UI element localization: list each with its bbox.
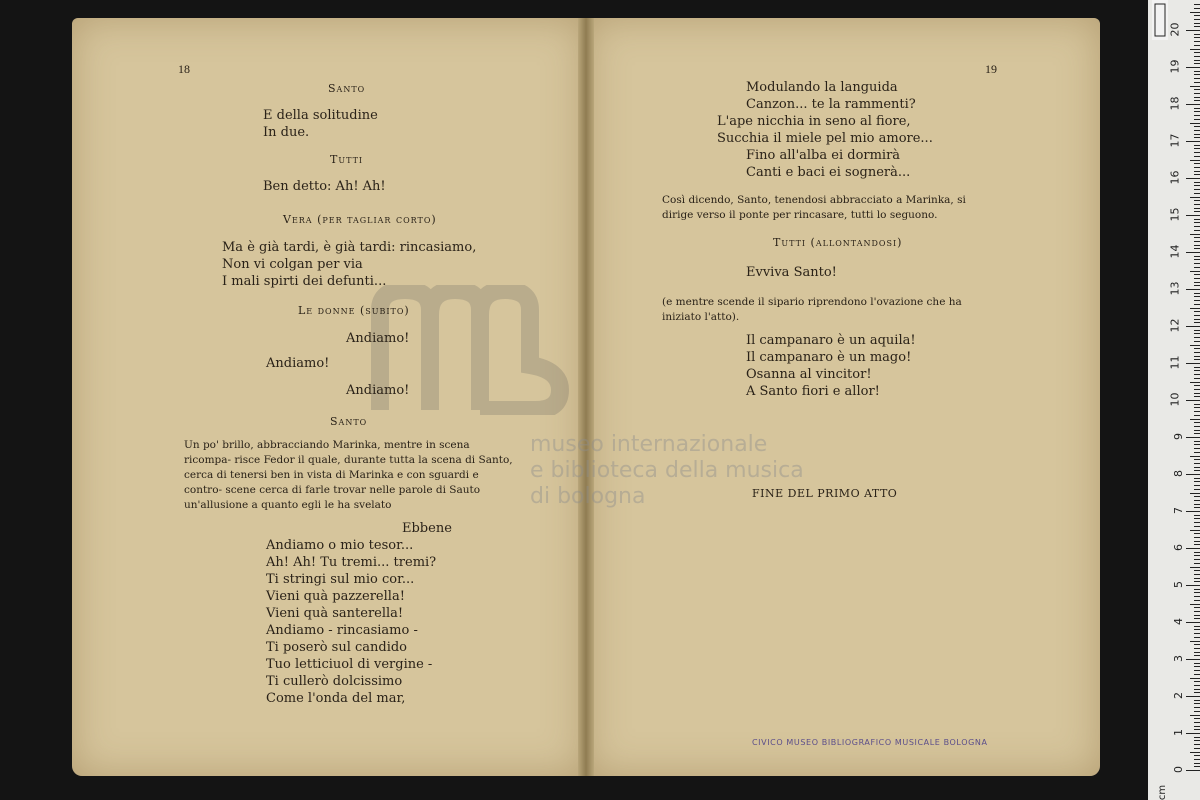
- ruler-tick: [1190, 234, 1200, 235]
- ruler-tick: [1194, 637, 1200, 638]
- ruler-tick: [1194, 82, 1200, 83]
- ruler-tick: [1194, 726, 1200, 727]
- ruler-tick: [1194, 611, 1200, 612]
- verse-line: Ma è già tardi, è già tardi: rincasiamo,: [222, 240, 477, 255]
- ruler-tick: [1194, 137, 1200, 138]
- ruler-tick: [1194, 692, 1200, 693]
- ruler-tick: [1194, 52, 1200, 53]
- ruler-tick: [1194, 26, 1200, 27]
- ruler-tick: [1194, 629, 1200, 630]
- ruler-tick: [1194, 685, 1200, 686]
- ruler-tick: [1194, 222, 1200, 223]
- ruler-tick: [1194, 655, 1200, 656]
- ruler-tick: [1194, 185, 1200, 186]
- stage-direction: Così dicendo, Santo, tenendosi abbracciato a Marinka, si dirige verso il ponte per rincasare, tutti lo seguono.: [662, 194, 966, 221]
- ruler-label: 15: [1168, 207, 1182, 222]
- ruler-tick: [1194, 330, 1200, 331]
- ruler-tick: [1194, 152, 1200, 153]
- ruler-tick: [1194, 119, 1200, 120]
- ruler-tick: [1194, 615, 1200, 616]
- speaker-tutti: Tutti (allontandosi): [773, 236, 903, 249]
- ruler-tick: [1186, 400, 1200, 401]
- ruler-tick: [1194, 766, 1200, 767]
- measurement-ruler: [1148, 0, 1200, 800]
- ruler-tick: [1194, 230, 1200, 231]
- ruler-tick: [1194, 485, 1200, 486]
- ruler-label: 12: [1168, 318, 1182, 333]
- ruler-tick: [1194, 23, 1200, 24]
- ruler-tick: [1186, 733, 1200, 734]
- stage-direction: Un po' brillo, abbracciando Marinka, mentre in scena ricompa- risce Fedor il quale, durante tutta la scena di Santo, cerca di tenersi ben in vista di Marinka e con sguardi e contro- scene cerca di farle trovar nelle parole di Sauto un'allusione a quanto egli le ha svelato: [184, 439, 513, 511]
- ruler-label: 19: [1168, 59, 1182, 74]
- ruler-label: 16: [1168, 170, 1182, 185]
- ruler-tick: [1194, 8, 1200, 9]
- ruler-tick: [1194, 441, 1200, 442]
- ruler-tick: [1194, 89, 1200, 90]
- ruler-tick: [1190, 49, 1200, 50]
- ruler-tick: [1194, 370, 1200, 371]
- ruler-tick: [1194, 541, 1200, 542]
- ruler-tick: [1194, 304, 1200, 305]
- ruler-tick: [1194, 559, 1200, 560]
- ruler-label: 20: [1168, 22, 1182, 37]
- ruler-tick: [1194, 415, 1200, 416]
- ruler-label: 8: [1172, 470, 1185, 477]
- ruler-tick: [1194, 211, 1200, 212]
- ruler-tick: [1194, 618, 1200, 619]
- verse-line: Ebbene: [402, 521, 452, 536]
- ruler-tick: [1190, 530, 1200, 531]
- ruler-label: 4: [1172, 618, 1185, 625]
- ruler-tick: [1194, 337, 1200, 338]
- ruler-tick: [1186, 252, 1200, 253]
- speaker-vera: Vera (per tagliar corto): [283, 213, 437, 226]
- ruler-tick: [1186, 696, 1200, 697]
- ruler-tick: [1194, 193, 1200, 194]
- ruler-tick: [1194, 444, 1200, 445]
- verse-line: E della solitudine: [263, 108, 378, 123]
- ruler-tick: [1194, 452, 1200, 453]
- verse-line: Evviva Santo!: [746, 265, 837, 280]
- ruler-tick: [1194, 352, 1200, 353]
- ruler-tick: [1186, 437, 1200, 438]
- fine-del-atto: FINE DEL PRIMO ATTO: [752, 487, 898, 500]
- verse-line: A Santo fiori e allor!: [746, 384, 880, 399]
- ruler-tick: [1194, 407, 1200, 408]
- ruler-tick: [1194, 463, 1200, 464]
- ruler-tick: [1194, 237, 1200, 238]
- ruler-tick: [1194, 74, 1200, 75]
- ruler-tick: [1186, 622, 1200, 623]
- ruler-tick: [1194, 378, 1200, 379]
- ruler-tick: [1190, 678, 1200, 679]
- ruler-tick: [1194, 296, 1200, 297]
- ruler-tick: [1194, 389, 1200, 390]
- verse-line: Ti cullerò dolcissimo: [266, 674, 403, 689]
- ruler-tick: [1190, 123, 1200, 124]
- ruler-tick: [1194, 356, 1200, 357]
- ruler-tick: [1194, 533, 1200, 534]
- ruler-tick: [1194, 707, 1200, 708]
- verse-line: Fino all'alba ei dormirà: [746, 148, 901, 163]
- ruler-tick: [1194, 459, 1200, 460]
- ruler-tick: [1194, 45, 1200, 46]
- ruler-tick: [1194, 448, 1200, 449]
- ruler-tick: [1194, 763, 1200, 764]
- ruler-tick: [1194, 208, 1200, 209]
- ruler-tick: [1194, 100, 1200, 101]
- ruler-tick: [1194, 300, 1200, 301]
- ruler-tick: [1194, 200, 1200, 201]
- ruler-tick: [1194, 367, 1200, 368]
- ruler-tick: [1194, 526, 1200, 527]
- ruler-tick: [1190, 86, 1200, 87]
- ruler-tick: [1194, 644, 1200, 645]
- watermark-line: di bologna: [530, 484, 646, 509]
- ruler-tick: [1186, 326, 1200, 327]
- ruler-tick: [1194, 4, 1200, 5]
- ruler-tick: [1186, 770, 1200, 771]
- ruler-tick: [1194, 555, 1200, 556]
- verse-line: Andiamo o mio tesor...: [266, 538, 414, 553]
- ruler-tick: [1194, 245, 1200, 246]
- ruler-tick: [1194, 589, 1200, 590]
- ruler-tick: [1194, 489, 1200, 490]
- page-number: 18: [178, 62, 190, 76]
- speaker-tutti: Tutti: [330, 153, 364, 166]
- ruler-tick: [1190, 308, 1200, 309]
- ruler-tick: [1190, 419, 1200, 420]
- ruler-tick: [1194, 537, 1200, 538]
- ruler-tick: [1186, 548, 1200, 549]
- ruler-tick: [1194, 56, 1200, 57]
- verse-line: Succhia il miele pel mio amore...: [717, 131, 933, 146]
- ruler-tick: [1194, 374, 1200, 375]
- ruler-tick: [1186, 215, 1200, 216]
- color-calibration-bar: [1152, 0, 1168, 40]
- ruler-tick: [1194, 248, 1200, 249]
- ruler-tick: [1194, 504, 1200, 505]
- ruler-tick: [1194, 689, 1200, 690]
- ruler-tick: [1194, 422, 1200, 423]
- speaker-donne: Le donne (subito): [298, 304, 410, 317]
- ruler-tick: [1190, 382, 1200, 383]
- ruler-label: 6: [1172, 544, 1185, 551]
- ruler-tick: [1194, 563, 1200, 564]
- ruler-tick: [1186, 104, 1200, 105]
- ruler-tick: [1194, 315, 1200, 316]
- verse-line: Canzon... te la rammenti?: [746, 97, 916, 112]
- ruler-label: 0: [1172, 766, 1185, 773]
- ruler-tick: [1186, 30, 1200, 31]
- ruler-tick: [1194, 674, 1200, 675]
- ruler-tick: [1194, 333, 1200, 334]
- ruler-tick: [1194, 648, 1200, 649]
- ruler-label: 7: [1172, 507, 1185, 514]
- ruler-tick: [1194, 607, 1200, 608]
- verse-line: Non vi colgan per via: [222, 257, 363, 272]
- ruler-tick: [1190, 493, 1200, 494]
- ruler-tick: [1186, 511, 1200, 512]
- verse-line: Vieni quà santerella!: [266, 606, 404, 621]
- ruler-tick: [1194, 552, 1200, 553]
- ruler-tick: [1194, 515, 1200, 516]
- ruler-tick: [1194, 518, 1200, 519]
- ruler-tick: [1194, 385, 1200, 386]
- verse-line: Tuo letticiuol di vergine -: [266, 657, 433, 672]
- ruler-tick: [1186, 474, 1200, 475]
- ruler-label: 10: [1168, 392, 1182, 407]
- verse-line: Canti e baci ei sognerà...: [746, 165, 911, 180]
- ruler-tick: [1190, 160, 1200, 161]
- ruler-label: 9: [1172, 433, 1185, 440]
- ruler-tick: [1186, 67, 1200, 68]
- ruler-tick: [1194, 581, 1200, 582]
- ruler-tick: [1194, 219, 1200, 220]
- ruler-tick: [1194, 15, 1200, 16]
- verse-line: Vieni quà pazzerella!: [266, 589, 405, 604]
- ruler-tick: [1194, 670, 1200, 671]
- ruler-label: 1: [1172, 729, 1185, 736]
- ruler-tick: [1194, 596, 1200, 597]
- ruler-label: 3: [1172, 655, 1185, 662]
- ruler-tick: [1194, 467, 1200, 468]
- verse-line: Andiamo - rincasiamo -: [266, 623, 418, 638]
- ruler-tick: [1194, 578, 1200, 579]
- ruler-tick: [1194, 37, 1200, 38]
- ruler-tick: [1194, 570, 1200, 571]
- ruler-tick: [1194, 226, 1200, 227]
- ruler-tick: [1190, 641, 1200, 642]
- ruler-tick: [1194, 256, 1200, 257]
- ruler-tick: [1194, 544, 1200, 545]
- ruler-tick: [1194, 430, 1200, 431]
- ruler-tick: [1194, 241, 1200, 242]
- speaker-santo: Santo: [328, 82, 366, 95]
- ruler-tick: [1186, 178, 1200, 179]
- ruler-label: 11: [1168, 355, 1182, 370]
- ruler-tick: [1194, 108, 1200, 109]
- ruler-tick: [1194, 274, 1200, 275]
- ruler-tick: [1194, 681, 1200, 682]
- ruler-tick: [1194, 78, 1200, 79]
- ruler-tick: [1194, 700, 1200, 701]
- verse-line: Andiamo!: [266, 356, 330, 371]
- ruler-tick: [1194, 319, 1200, 320]
- ruler-tick: [1186, 659, 1200, 660]
- ruler-tick: [1194, 167, 1200, 168]
- ruler-tick: [1194, 134, 1200, 135]
- ruler-tick: [1186, 363, 1200, 364]
- ruler-tick: [1194, 41, 1200, 42]
- ruler-tick: [1194, 600, 1200, 601]
- stage-direction: (e mentre scende il sipario riprendono l'ovazione che ha iniziato l'atto).: [662, 296, 962, 323]
- verse-line: Il campanaro è un aquila!: [746, 333, 916, 348]
- ruler-tick: [1194, 522, 1200, 523]
- ruler-tick: [1194, 496, 1200, 497]
- verse-line: Il campanaro è un mago!: [746, 350, 912, 365]
- ruler-label: 13: [1168, 281, 1182, 296]
- ruler-tick: [1194, 126, 1200, 127]
- ruler-tick: [1194, 748, 1200, 749]
- ruler-tick: [1194, 755, 1200, 756]
- ruler-tick: [1194, 163, 1200, 164]
- ruler-tick: [1194, 111, 1200, 112]
- ruler-tick: [1194, 722, 1200, 723]
- ruler-tick: [1194, 737, 1200, 738]
- ruler-tick: [1194, 322, 1200, 323]
- ruler-tick: [1194, 267, 1200, 268]
- ruler-tick: [1194, 285, 1200, 286]
- verse-line: L'ape nicchia in seno al fiore,: [717, 114, 911, 129]
- verse-line: Ah! Ah! Tu tremi... tremi?: [266, 555, 437, 570]
- verse-line: Modulando la languida: [746, 80, 898, 95]
- ruler-tick: [1194, 278, 1200, 279]
- ruler-tick: [1194, 156, 1200, 157]
- ruler-tick: [1190, 271, 1200, 272]
- ruler-tick: [1194, 663, 1200, 664]
- ruler-tick: [1194, 348, 1200, 349]
- verse-line: In due.: [263, 125, 310, 140]
- ruler-tick: [1194, 341, 1200, 342]
- ruler-tick: [1194, 311, 1200, 312]
- ruler-tick: [1194, 652, 1200, 653]
- verse-line: Osanna al vincitor!: [746, 367, 872, 382]
- ruler-tick: [1194, 393, 1200, 394]
- ruler-tick: [1190, 197, 1200, 198]
- ruler-tick: [1194, 259, 1200, 260]
- ruler-tick: [1194, 182, 1200, 183]
- ruler-tick: [1194, 703, 1200, 704]
- ruler-tick: [1194, 481, 1200, 482]
- ruler-tick: [1194, 411, 1200, 412]
- ruler-tick: [1194, 500, 1200, 501]
- ruler-tick: [1194, 148, 1200, 149]
- ruler-tick: [1194, 189, 1200, 190]
- ruler-tick: [1194, 174, 1200, 175]
- ruler-tick: [1194, 60, 1200, 61]
- page-number: 19: [985, 62, 997, 76]
- ruler-tick: [1190, 752, 1200, 753]
- ruler-tick: [1194, 729, 1200, 730]
- library-stamp: CIVICO MUSEO BIBLIOGRAFICO MUSICALE BOLOGNA: [752, 738, 988, 747]
- ruler-tick: [1194, 63, 1200, 64]
- ruler-tick: [1194, 145, 1200, 146]
- ruler-tick: [1194, 507, 1200, 508]
- ruler-tick: [1194, 740, 1200, 741]
- verse-line: I mali spirti dei defunti...: [222, 274, 387, 289]
- ruler-tick: [1190, 456, 1200, 457]
- ruler-tick: [1194, 744, 1200, 745]
- ruler-tick: [1194, 34, 1200, 35]
- ruler-tick: [1190, 12, 1200, 13]
- ruler-tick: [1194, 666, 1200, 667]
- ruler-tick: [1190, 604, 1200, 605]
- verse-line: Andiamo!: [346, 383, 410, 398]
- ruler-tick: [1194, 592, 1200, 593]
- verse-line: Ti poserò sul candido: [266, 640, 408, 655]
- ruler-tick: [1194, 171, 1200, 172]
- ruler-tick: [1194, 282, 1200, 283]
- ruler-tick: [1186, 289, 1200, 290]
- ruler-tick: [1194, 626, 1200, 627]
- ruler-tick: [1190, 715, 1200, 716]
- ruler-tick: [1194, 359, 1200, 360]
- verse-line: Ben detto: Ah! Ah!: [263, 179, 386, 194]
- ruler-tick: [1194, 293, 1200, 294]
- ruler-tick: [1194, 633, 1200, 634]
- ruler-label: 5: [1172, 581, 1185, 588]
- ruler-tick: [1186, 141, 1200, 142]
- ruler-tick: [1194, 404, 1200, 405]
- verse-line: Come l'onda del mar,: [266, 691, 406, 706]
- ruler-label: 14: [1168, 244, 1182, 259]
- verse-line: Ti stringi sul mio cor...: [266, 572, 415, 587]
- ruler-tick: [1194, 711, 1200, 712]
- ruler-tick: [1194, 97, 1200, 98]
- ruler-tick: [1194, 71, 1200, 72]
- ruler-tick: [1194, 478, 1200, 479]
- ruler-tick: [1194, 263, 1200, 264]
- ruler-tick: [1194, 718, 1200, 719]
- ruler-tick: [1194, 426, 1200, 427]
- watermark-line: e biblioteca della musica: [530, 458, 804, 483]
- verse-line: Andiamo!: [346, 331, 410, 346]
- ruler-unit: cm: [1156, 784, 1168, 800]
- ruler-tick: [1190, 567, 1200, 568]
- ruler-tick: [1194, 93, 1200, 94]
- ruler-tick: [1194, 759, 1200, 760]
- ruler-label: 2: [1172, 692, 1185, 699]
- watermark-line: museo internazionale: [530, 432, 768, 457]
- ruler-tick: [1194, 470, 1200, 471]
- ruler-tick: [1194, 115, 1200, 116]
- speaker-santo: Santo: [330, 415, 368, 428]
- ruler-tick: [1194, 396, 1200, 397]
- ruler-tick: [1194, 433, 1200, 434]
- ruler-tick: [1194, 204, 1200, 205]
- ruler-tick: [1194, 19, 1200, 20]
- ruler-tick: [1190, 345, 1200, 346]
- ruler-tick: [1194, 130, 1200, 131]
- ruler-label: 17: [1168, 133, 1182, 148]
- book-gutter: [578, 18, 594, 776]
- ruler-label: 18: [1168, 96, 1182, 111]
- ruler-tick: [1186, 585, 1200, 586]
- ruler-tick: [1194, 574, 1200, 575]
